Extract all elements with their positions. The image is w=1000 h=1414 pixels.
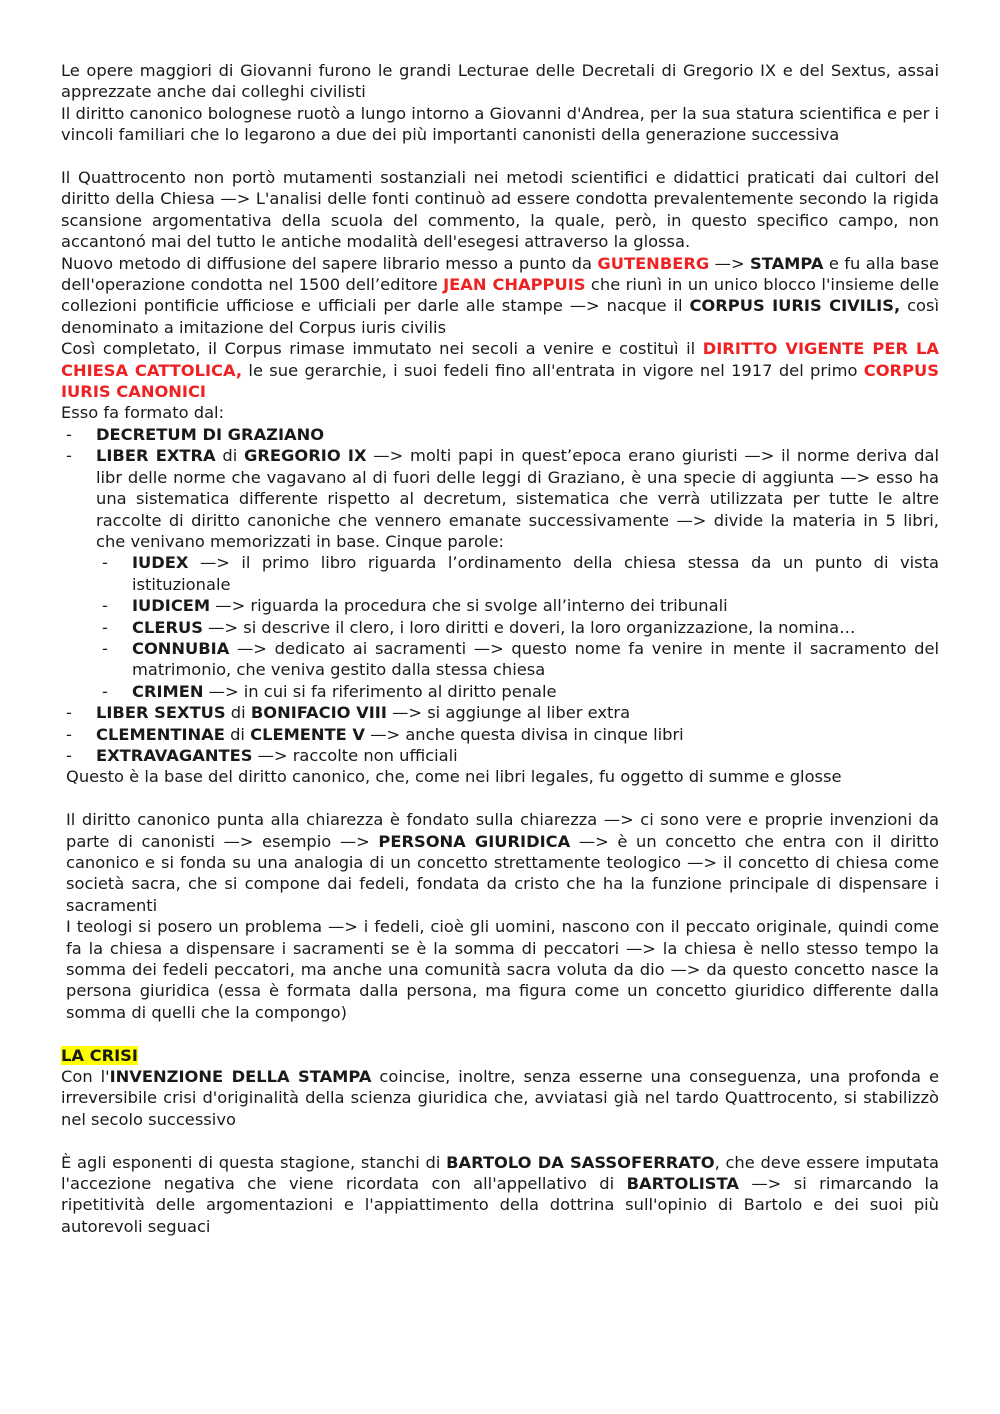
summary-paragraph: Questo è la base del diritto canonico, che, come nei libri legales, fu oggetto di summe e glosse	[66, 767, 842, 787]
gutenberg-paragraph	[61, 253, 939, 339]
document-page	[61, 60, 939, 1237]
item-title: EXTRAVAGANTES	[96, 745, 253, 765]
text-run: e fu alla base dell'operazione condotta nel 1500 dell’editore	[61, 253, 939, 295]
bullet-dash: -	[66, 745, 72, 765]
bartolo-name: BARTOLO DA SASSOFERRATO	[446, 1152, 715, 1172]
bullet-dash: -	[102, 617, 108, 637]
spacer	[61, 146, 939, 167]
bullet-dash: -	[102, 553, 108, 573]
sub-list-item	[61, 595, 939, 616]
sub-item-text: —> si descrive il clero, i loro diritti e doveri, la loro organizzazione, la nomina…	[202, 617, 856, 637]
intro-paragraph-1: Le opere maggiori di Giovanni furono le grandi Lecturae delle Decretali di Gregorio IX e del Sextus, assai apprezzate anche dai colleghi civilisti	[61, 61, 939, 102]
stampa-term: STAMPA	[750, 253, 824, 273]
spacer	[61, 788, 939, 809]
diritto-vigente-term: DIRITTO VIGENTE PER LA CHIESA CATTOLICA,	[61, 339, 939, 380]
text-run: —>	[709, 253, 751, 273]
bullet-dash: -	[66, 724, 72, 744]
list-intro: Esso fa formato dal:	[61, 403, 225, 423]
text-run: , che deve essere imputata l'accezione negativa che viene ricordata con all'appellativo di	[61, 1152, 940, 1194]
text-run: Così completato, il Corpus rimase immutato nei secoli a venire e costituì il	[61, 339, 703, 359]
sub-item-text: —> in cui si fa riferimento al diritto penale	[203, 681, 557, 701]
list-item	[61, 424, 939, 445]
list-item	[61, 445, 939, 552]
spacer	[61, 1130, 939, 1151]
section-heading	[61, 1045, 939, 1066]
sub-item-term: CRIMEN	[132, 681, 204, 701]
item-author: CLEMENTE V	[250, 724, 366, 744]
bullet-dash: -	[66, 424, 72, 444]
sub-list-item	[61, 681, 939, 702]
item-title: LIBER SEXTUS	[96, 703, 226, 723]
corpus-civilis-term: CORPUS IURIS CIVILIS,	[689, 296, 901, 316]
list-item	[61, 724, 939, 745]
sub-item-term: IUDEX	[132, 553, 189, 573]
sub-item-term: CLERUS	[132, 617, 203, 637]
sub-list-item	[61, 552, 939, 595]
corpus-paragraph	[61, 338, 939, 402]
item-text: —> molti papi in quest’epoca erano giuristi —> il norme deriva dal libr delle norme che vagavano al di fuori delle leggi di Graziano, è una specie di aggiunta —> esso ha una sistematica differente rispetto al decretum, sistematica che verrà utilizzata per tutte le altre raccolte di diritto canoniche che vennero emanate successivamente —> divide la materia in 5 libri, che venivano memorizzati in base. Cinque parole:	[96, 446, 939, 551]
sub-item-text: —> dedicato ai sacramenti —> questo nome fa venire in mente il sacramento del matrimonio, che veniva gestito dalla stessa chiesa	[132, 638, 939, 680]
bullet-dash: -	[66, 703, 72, 723]
text-run: così denominato a imitazione del Corpus iuris civilis	[61, 296, 939, 337]
sub-item-text: —> riguarda la procedura che si svolge all’interno dei tribunali	[210, 596, 728, 616]
spacer	[61, 1023, 939, 1044]
text-run: —> si rimarcando la ripetitività delle argomentazioni e l'appiattimento della dottrina sull'opinio di Bartolo e dei suoi più autorevoli seguaci	[61, 1174, 939, 1236]
text-run: di	[215, 446, 245, 466]
text-run: le sue gerarchie, i suoi fedeli fino all'entrata in vigore nel 1917 del primo	[242, 360, 864, 380]
text-run: coincise, inoltre, senza esserne una conseguenza, una profonda e irreversibile crisi d'originalità della scienza giuridica che, avviatasi già nel tardo Quattrocento, si stabilizzò nel secolo successivo	[61, 1067, 939, 1129]
sub-item-term: IUDICEM	[132, 596, 211, 616]
bullet-dash: -	[102, 681, 108, 701]
item-author: BONIFACIO VIII	[250, 703, 387, 723]
crisi-heading: LA CRISI	[61, 1045, 138, 1065]
text-run: Nuovo metodo di diffusione del sapere librario messo a punto da	[61, 253, 598, 273]
text-run: di	[225, 703, 251, 723]
corpus-canonici-term: CORPUS IURIS CANONICI	[61, 360, 939, 402]
quattrocento-paragraph: Il Quattrocento non portò mutamenti sostanziali nei metodi scientifici e didattici praticati dai cultori del diritto della Chiesa —> L'analisi delle fonti continuò ad essere condotta prevalentemente secondo la rigida scansione argomentativa della scuola del commento, la quale, però, in questo specifico campo, non accantonó mai del tutto le antiche modalità dell'esegesi attraverso la glossa.	[61, 168, 939, 252]
crisi-paragraph-2	[61, 1152, 939, 1238]
text-run: Con l'	[61, 1067, 110, 1087]
crisi-paragraph-1	[61, 1066, 939, 1130]
sub-list-item	[61, 638, 939, 681]
sub-item-text: —> il primo libro riguarda l’ordinamento della chiesa stessa da un punto di vista istituzionale	[132, 553, 939, 594]
text-run: È agli esponenti di questa stagione, stanchi di	[61, 1152, 447, 1172]
chappuis-name: JEAN CHAPPUIS	[443, 275, 586, 295]
bullet-dash: -	[66, 446, 72, 466]
text-run: di	[224, 724, 251, 744]
text-run: —> è un concetto che entra con il diritto canonico e si fonda su una analogia di un concetto strettamente teologico —> il concetto di chiesa come società sacra, che si compone dai fedeli, fondata da cristo che ha la funzione principale di dispensare i sacramenti	[66, 831, 939, 915]
text-run: Il diritto canonico punta alla chiarezza è fondato sulla chiarezza —> ci sono vere e proprie invenzioni da parte di canonisti —> esempio —>	[66, 810, 939, 851]
item-title: CLEMENTINAE	[96, 724, 225, 744]
persona-giuridica-paragraph	[61, 809, 939, 916]
sub-item-term: CONNUBIA	[132, 638, 230, 658]
teologi-paragraph: I teologi si posero un problema —> i fedeli, cioè gli uomini, nascono con il peccato originale, quindi come fa la chiesa a dispensare i sacramenti se è la somma di peccatori —> la chiesa è nello stesso tempo la somma dei fedeli peccatori, ma anche una comunità sacra voluta da dio —> da questo concetto nasce la persona giuridica (essa è formata dalla persona, ma figura come un concetto giuridico differente dalla somma di quelli che la compongo)	[66, 917, 939, 1022]
item-title: DECRETUM DI GRAZIANO	[96, 424, 325, 444]
list-item	[61, 702, 939, 723]
item-text: —> si aggiunge al liber extra	[386, 703, 631, 723]
invenzione-stampa-term: INVENZIONE DELLA STAMPA	[109, 1067, 372, 1087]
sub-list-item	[61, 617, 939, 638]
item-title: LIBER EXTRA	[96, 446, 216, 466]
item-text: —> raccolte non ufficiali	[252, 745, 458, 765]
text-run: che riunì in un unico blocco l'insieme delle collezioni pontificie ufficiose e ufficiali per darle alle stampe —> nacque il	[61, 275, 940, 316]
bullet-dash: -	[102, 638, 108, 658]
gutenberg-name: GUTENBERG	[597, 253, 710, 273]
list-item	[61, 745, 939, 766]
item-text: —> anche questa divisa in cinque libri	[365, 724, 684, 744]
bartolista-term: BARTOLISTA	[626, 1174, 739, 1194]
persona-giuridica-term: PERSONA GIURIDICA	[378, 831, 571, 851]
bullet-dash: -	[102, 596, 108, 616]
intro-paragraph-2: Il diritto canonico bolognese ruotò a lungo intorno a Giovanni d'Andrea, per la sua statura scientifica e per i vincoli familiari che lo legarono a due dei più importanti canonisti della generazione successiva	[61, 103, 939, 145]
item-author: GREGORIO IX	[244, 446, 367, 466]
